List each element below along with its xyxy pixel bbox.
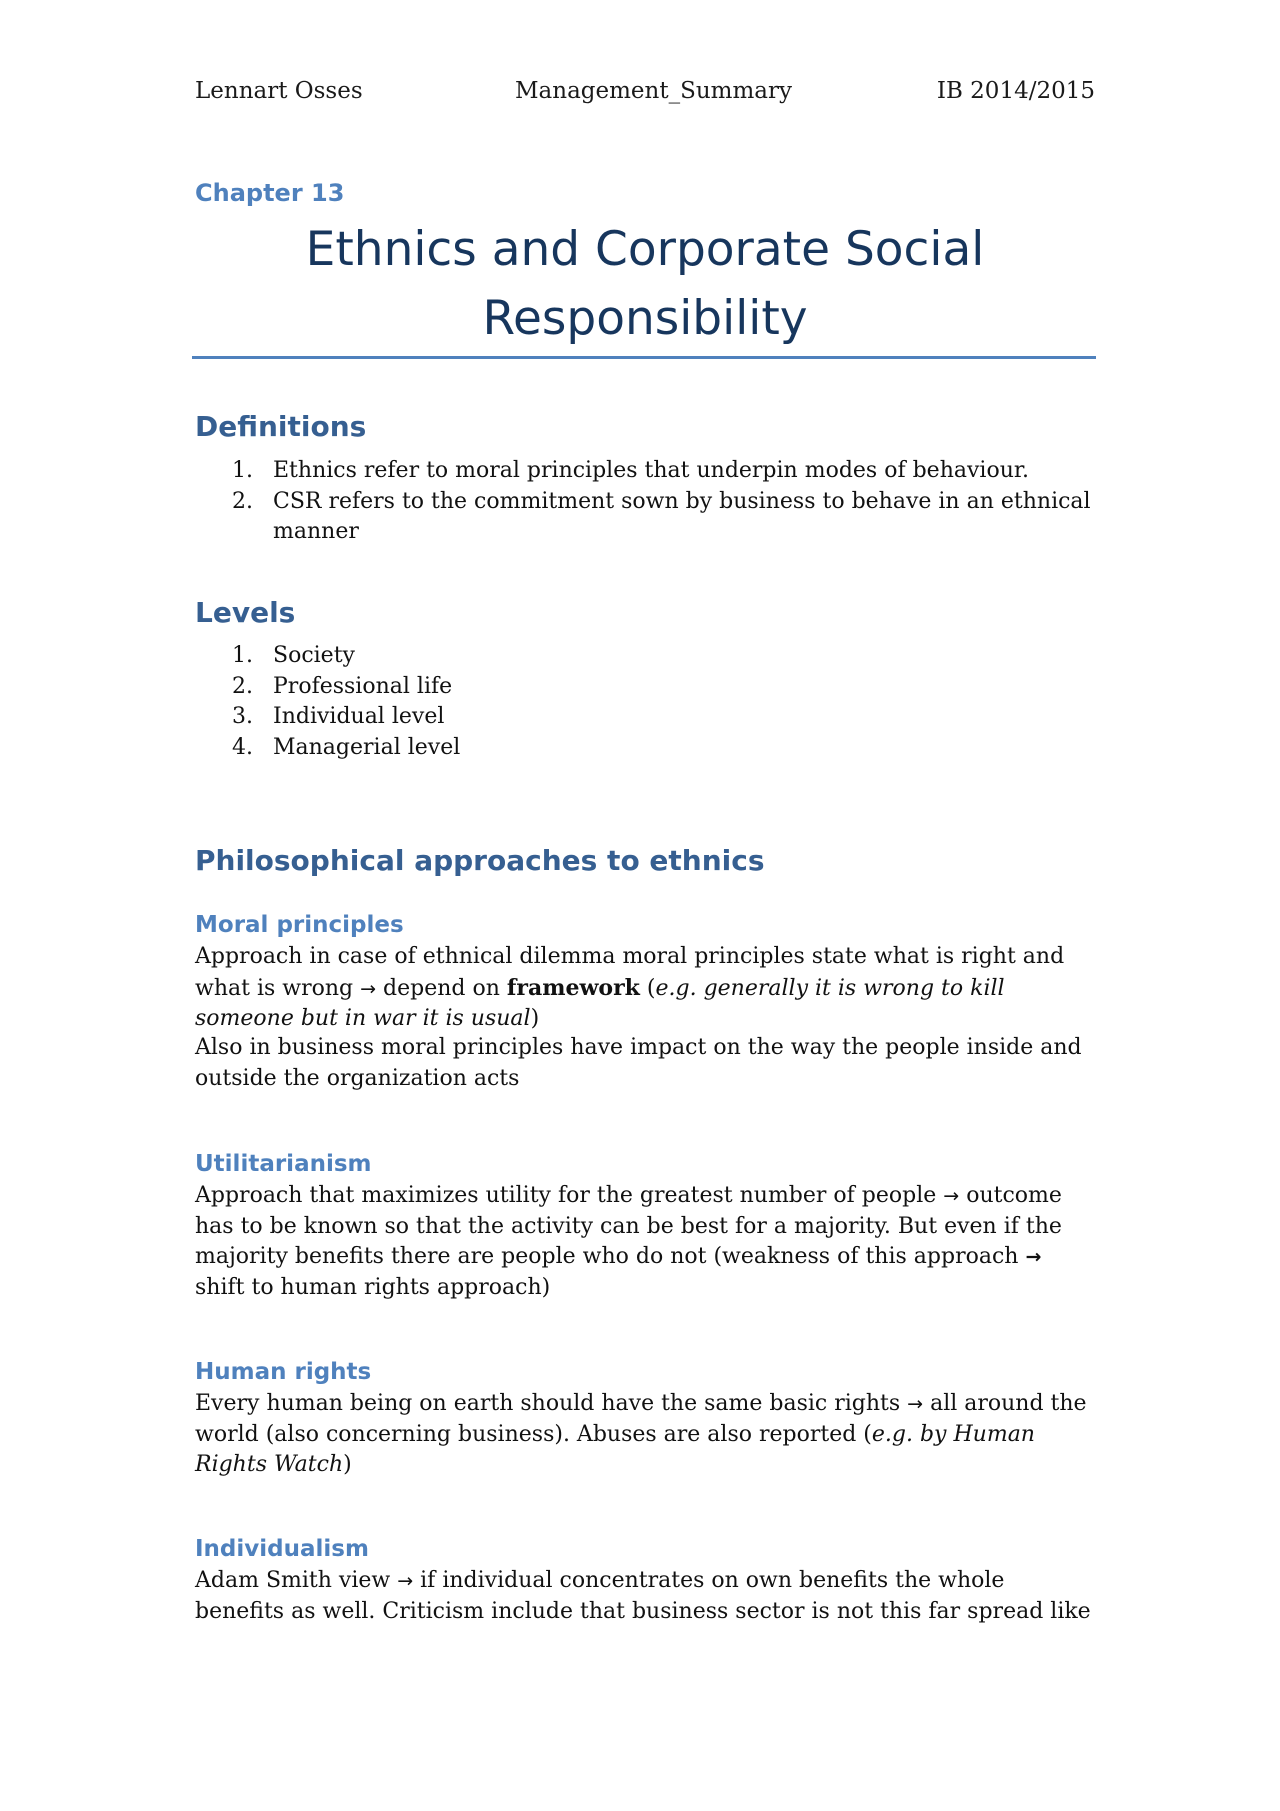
moral-principles-heading: Moral principles <box>195 912 404 938</box>
title-underline-divider <box>192 356 1096 359</box>
right-arrow-icon: → <box>943 1185 960 1207</box>
right-arrow-icon: → <box>360 977 377 1000</box>
individualism-paragraph: Adam Smith view → if individual concentrates on own benefits the whole benefits as well. Criticism include that business sector is not this far spread like <box>195 1568 1091 1624</box>
list-item <box>195 641 1095 672</box>
header-author: Lennart Osses <box>195 78 363 104</box>
example-italic: e.g. by Human Rights Watch <box>195 1421 1035 1477</box>
moral-principles-paragraph-2: Also in business moral principles have impact on the way the people inside and outside the organization acts <box>195 1035 1082 1091</box>
individualism-heading: Individualism <box>195 1536 369 1562</box>
levels-heading: Levels <box>195 596 296 629</box>
running-header <box>195 76 1095 106</box>
document-page <box>195 0 1095 1811</box>
example-italic: e.g. generally it is wrong to kill someone but in war it is usual <box>195 975 1005 1031</box>
list-item-text: Ethnics refer to moral principles that underpin modes of behaviour. <box>273 458 1029 483</box>
list-item-text: CSR refers to the commitment sown by business to behave in an ethnical manner <box>273 488 1091 544</box>
list-item-number: 2. <box>232 673 253 699</box>
definitions-heading: Definitions <box>195 410 367 443</box>
list-item <box>195 456 1095 487</box>
human-rights-heading: Human rights <box>195 1359 372 1385</box>
right-arrow-icon: → <box>1025 1246 1042 1268</box>
page-title <box>195 215 1095 353</box>
header-document-name: Management_Summary <box>515 78 792 104</box>
list-item <box>195 487 1095 548</box>
list-item <box>195 702 1095 733</box>
emphasis-bold: framework <box>506 974 640 1001</box>
page-title-line-1: Ethnics and Corporate Social <box>305 222 985 277</box>
human-rights-paragraph: Every human being on earth should have the same basic rights → all around the world (also concerning business). Abuses are also reported (e.g. by Human Rights Watch) <box>195 1391 1087 1477</box>
list-item-number: 1. <box>232 458 253 483</box>
chapter-label: Chapter 13 <box>195 179 345 207</box>
list-item-number: 4. <box>232 734 253 760</box>
moral-principles-paragraph: Approach in case of ethnical dilemma moral principles state what is right and what is wrong → depend on framework (e.g. generally it is wrong to kill someone but in war it is usual) <box>195 944 1065 1031</box>
list-item <box>195 733 1095 764</box>
list-item-text: Managerial level <box>273 734 461 760</box>
list-item-number: 1. <box>232 643 253 668</box>
philosophical-approaches-heading: Philosophical approaches to ethnics <box>195 844 765 877</box>
list-item <box>195 672 1095 703</box>
list-item-text: Professional life <box>273 673 453 699</box>
definitions-list <box>195 456 1095 548</box>
utilitarianism-heading: Utilitarianism <box>195 1151 372 1177</box>
list-item-number: 3. <box>232 704 253 729</box>
list-item-text: Individual level <box>273 704 445 729</box>
header-course: IB 2014/2015 <box>936 78 1095 104</box>
page-title-line-2: Responsibility <box>482 291 808 346</box>
list-item-text: Society <box>273 643 355 668</box>
right-arrow-icon: → <box>907 1393 924 1415</box>
utilitarianism-paragraph: Approach that maximizes utility for the greatest number of people → outcome has to be known so that the activity can be best for a majority. But even if the majority benefits there are people who do not (weakness of this approach → shift to human rights approach) <box>195 1183 1062 1300</box>
right-arrow-icon: → <box>397 1570 414 1592</box>
list-item-number: 2. <box>232 488 253 514</box>
levels-list <box>195 641 1095 763</box>
